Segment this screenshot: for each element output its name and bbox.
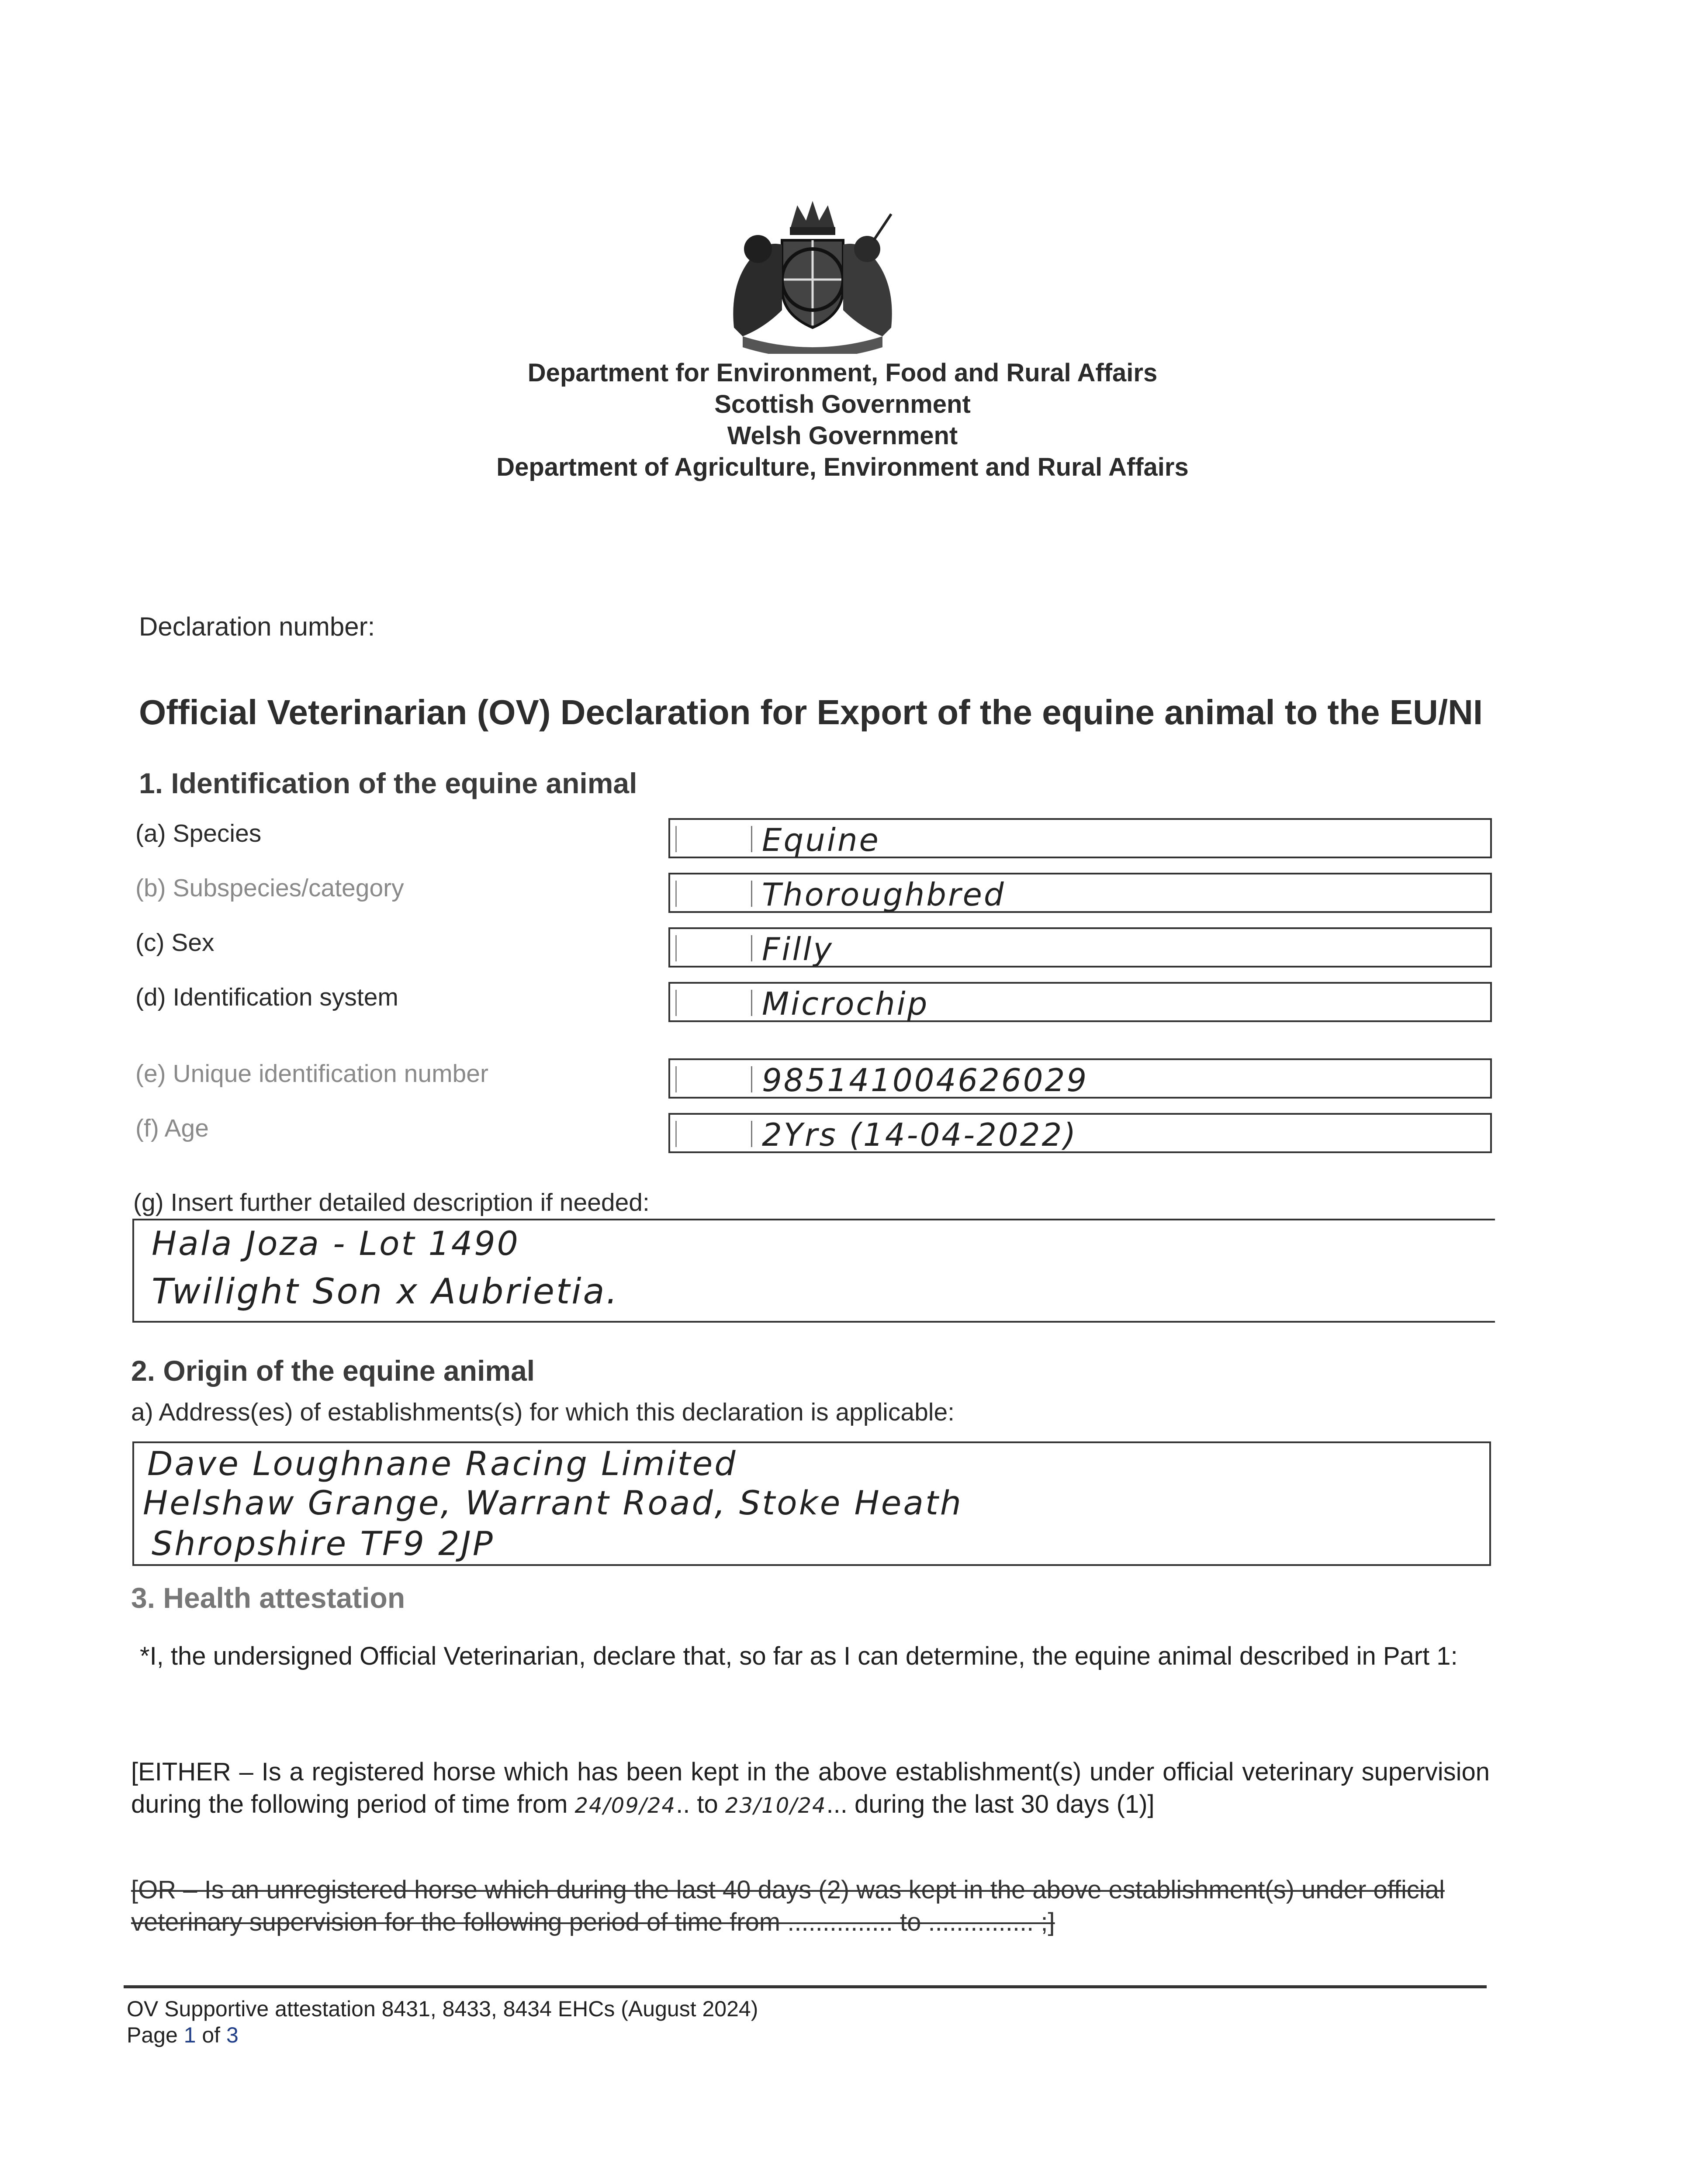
footer-page-number (127, 2022, 239, 2048)
sex-field[interactable] (668, 927, 1492, 968)
subspecies-value: Thoroughbred (762, 876, 1006, 913)
address-line-1: Dave Loughnane Racing Limited (147, 1444, 737, 1483)
age-value: 2Yrs (14-04-2022) (762, 1116, 1078, 1153)
or-clause-struck: [OR – Is an unregistered horse which during the last 40 days (2) was kept in the above establishment(s) under official veterinary supervision for the following period of time from ............... to ............... ;] (131, 1876, 1445, 1936)
unique-id-label: (e) Unique identification number (135, 1060, 488, 1088)
identification-system-value: Microchip (762, 985, 929, 1022)
footer-divider (124, 1985, 1487, 1988)
subspecies-label: (b) Subspecies/category (135, 874, 404, 902)
header-department-2: Scottish Government (714, 390, 971, 418)
page-title: Official Veterinarian (OV) Declaration for Export of the equine animal to the EU/NI (139, 693, 1483, 732)
either-from-date: 24/09/24 (574, 1794, 676, 1818)
page-total: 3 (226, 2023, 239, 2047)
unique-id-field[interactable] (668, 1058, 1492, 1099)
further-description-label: (g) Insert further detailed description if needed: (133, 1189, 650, 1216)
royal-coat-of-arms-emblem (716, 197, 909, 354)
section-2-heading: 2. Origin of the equine animal (131, 1355, 535, 1387)
header-department-4: Department of Agriculture, Environment and Rural Affairs (496, 453, 1189, 481)
address-label: a) Address(es) of establishments(s) for which this declaration is applicable: (131, 1398, 955, 1426)
section-3-heading: 3. Health attestation (131, 1582, 405, 1614)
either-clause-text: [EITHER – Is a registered horse which has been kept in the above establishment(s) under official veterinary supervision during the following period of time from (131, 1758, 1490, 1818)
page-word: Page (127, 2023, 184, 2047)
identification-system-field[interactable] (668, 982, 1492, 1022)
subspecies-field[interactable] (668, 873, 1492, 913)
species-value: Equine (762, 822, 880, 858)
header-department-1: Department for Environment, Food and Rural Affairs (527, 359, 1158, 387)
age-field[interactable] (668, 1113, 1492, 1153)
either-to-date: 23/10/24 (725, 1794, 827, 1818)
age-label: (f) Age (135, 1114, 209, 1142)
health-attestation-intro: *I, the undersigned Official Veterinarian, declare that, so far as I can determine, the equine animal described in Part 1: (140, 1642, 1458, 1670)
declaration-number-label: Declaration number: (139, 612, 375, 641)
sex-label: (c) Sex (135, 929, 215, 957)
further-description-line-2: Twilight Son x Aubrietia. (152, 1271, 619, 1312)
page-of: of (196, 2023, 226, 2047)
species-field[interactable] (668, 818, 1492, 858)
page-current: 1 (183, 2023, 196, 2047)
either-clause-mid: .. to (676, 1790, 725, 1818)
either-clause (131, 1756, 1490, 1822)
address-line-3: Shropshire TF9 2JP (152, 1524, 495, 1563)
address-line-2: Helshaw Grange, Warrant Road, Stoke Heath (143, 1483, 963, 1522)
sex-value: Filly (762, 931, 834, 968)
further-description-line-1: Hala Joza - Lot 1490 (152, 1224, 520, 1263)
species-label: (a) Species (135, 819, 262, 847)
header-department-3: Welsh Government (727, 422, 958, 450)
footer-attestation-reference: OV Supportive attestation 8431, 8433, 8434 EHCs (August 2024) (127, 1997, 758, 2021)
address-box[interactable] (132, 1441, 1491, 1566)
section-1-heading: 1. Identification of the equine animal (139, 767, 637, 799)
either-clause-end: ... during the last 30 days (1)] (826, 1790, 1155, 1818)
unique-id-value: 985141004626029 (762, 1062, 1089, 1099)
identification-system-label: (d) Identification system (135, 983, 398, 1011)
further-description-box[interactable] (132, 1219, 1495, 1323)
